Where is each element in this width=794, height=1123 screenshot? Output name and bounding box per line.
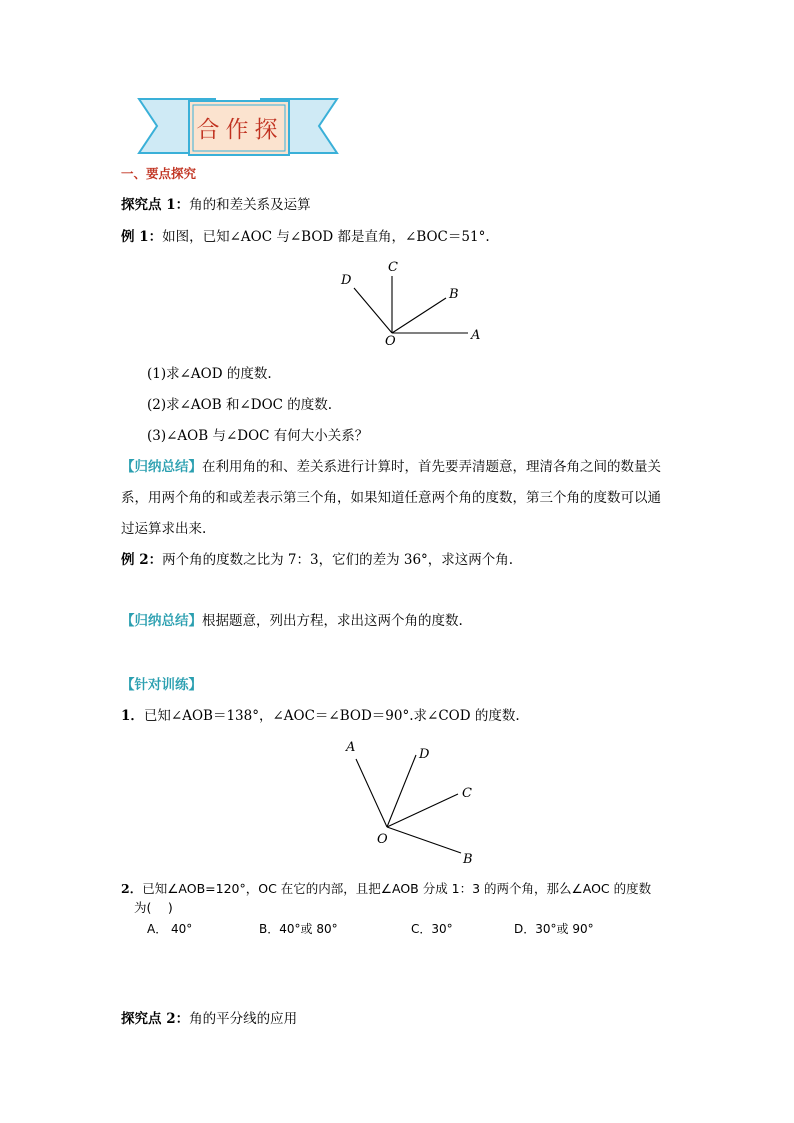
label-a: A [346, 740, 356, 755]
label-c: C [388, 260, 398, 275]
summary1-line3: 过运算求出来. [121, 521, 207, 537]
angle-figure-1 [330, 256, 500, 351]
ray-od [387, 755, 416, 827]
label-b: B [449, 287, 459, 302]
point1-line [121, 196, 311, 214]
training-q1-num: 1． [121, 708, 144, 724]
training-q2-text1: 已知∠AOB=120°，OC 在它的内部，且把∠AOB 分成 1：3 的两个角，那么∠AOC 的度数 [142, 881, 652, 896]
example1-line [121, 228, 490, 246]
label-o: O [377, 832, 388, 847]
label-d: D [341, 273, 352, 288]
ray-ob [392, 298, 446, 333]
example1-text: 如图，已知∠AOC 与∠BOD 都是直角，∠BOC＝51°. [162, 229, 490, 245]
summary2-text: 根据题意，列出方程，求出这两个角的度数. [202, 613, 463, 629]
summary1-line1 [121, 458, 661, 476]
label-a: A [471, 328, 481, 343]
training-q2-num: 2． [121, 881, 143, 896]
label-b: B [463, 852, 473, 867]
option-c: C．30° [411, 922, 453, 936]
example2-label: 例 2： [121, 552, 163, 568]
point2-line [121, 1010, 297, 1028]
point1-label: 探究点 1： [121, 197, 190, 213]
summary1-line2: 系，用两个角的和或差表示第三个角，如果知道任意两个角的度数，第三个角的度数可以通 [121, 490, 661, 506]
example1-label: 例 1： [121, 229, 163, 245]
point2-title: 角的平分线的应用 [189, 1011, 298, 1027]
training-heading: 【针对训练】 [121, 677, 202, 693]
summary2-tag: 【归纳总结】 [121, 613, 202, 629]
summary1-tag: 【归纳总结】 [121, 459, 202, 475]
point1-title: 角的和差关系及运算 [189, 197, 311, 213]
ray-ob [387, 827, 461, 853]
point2-label: 探究点 2： [121, 1011, 190, 1027]
label-o: O [385, 334, 396, 349]
question-1: (1)求∠AOD 的度数. [147, 366, 272, 382]
question-3: (3)∠AOB 与∠DOC 有何大小关系？ [147, 428, 369, 444]
training-q1-text: 已知∠AOB＝138°，∠AOC＝∠BOD＝90°.求∠COD 的度数. [143, 708, 520, 724]
example2-text: 两个角的度数之比为 7：3，它们的差为 36°，求这两个角. [162, 552, 514, 568]
label-c: C [462, 786, 472, 801]
section-heading: 一、要点探究 [121, 166, 197, 181]
label-d: D [419, 747, 430, 762]
summary1-text1: 在利用角的和、差关系进行计算时，首先要弄清题意，理清各角之间的数量关 [202, 459, 661, 475]
question-2: (2)求∠AOB 和∠DOC 的度数. [147, 397, 333, 413]
summary2-line [121, 612, 463, 630]
option-b: B．40°或 80° [259, 922, 338, 936]
example2-line [121, 551, 513, 569]
ray-od [354, 288, 392, 333]
ray-oa [356, 759, 387, 827]
ray-oc [387, 794, 458, 827]
banner-title: 合作探 [196, 117, 284, 143]
option-d: D．30°或 90° [514, 922, 594, 936]
angle-figure-2 [330, 733, 490, 868]
training-q2-line2: 为( ) [134, 900, 173, 915]
training-q2 [121, 880, 651, 898]
training-q1 [121, 707, 520, 725]
option-a: A． 40° [147, 922, 193, 936]
